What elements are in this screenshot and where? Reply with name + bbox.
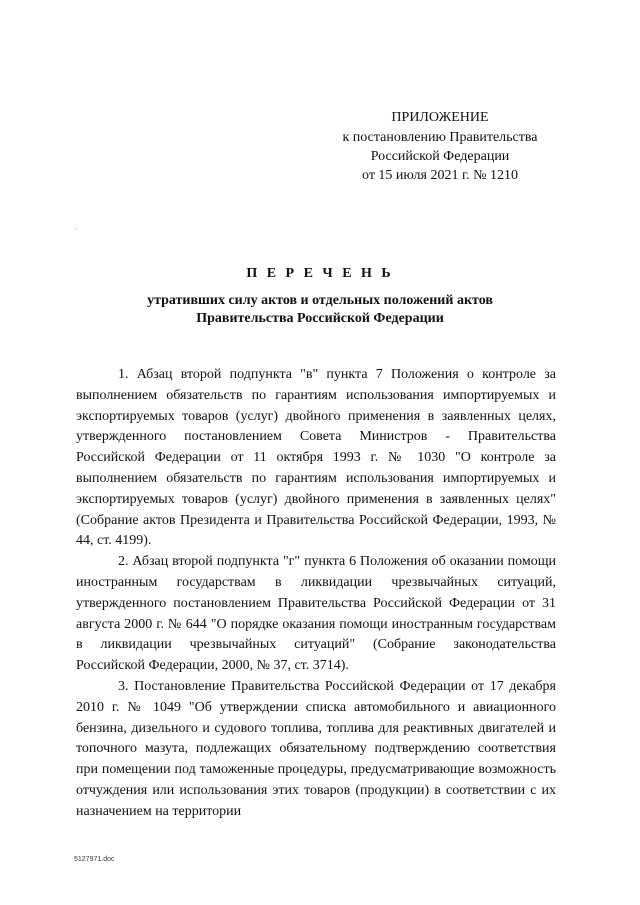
document-title: П Е Р Е Ч Е Н Ь <box>246 266 394 281</box>
appendix-line-2: Российской Федерации <box>370 149 510 164</box>
document-body <box>76 365 556 823</box>
document-subtitle-line-2: Правительства Российской Федерации <box>196 311 444 326</box>
appendix-title: ПРИЛОЖЕНИЕ <box>391 110 489 125</box>
list-item-3: 3. Постановление Правительства Российской Федерации от 17 декабря 2010 г. № 1049 "Об утверждении списка автомобильного и авиационного бензина, дизельного и судового топлива, топлива для реактивных двигателей и топочного мазута, подлежащих обязательному подтверждению соответствия при помещении под таможенные процедуры, предусматривающие возможность отчуждения или использования этих товаров (продукции) в соответствии с их назначением на территории <box>76 678 556 819</box>
list-item-2: 2. Абзац второй подпункта "г" пункта 6 Положения об оказании помощи иностранным государствам в ликвидации чрезвычайных ситуаций, утвержденного постановлением Правительства Российской Федерации от 31 августа 2000 г. № 644 "О порядке оказания помощи иностранным государствам в ликвидации чрезвычайных ситуаций" (Собрание законодательства Российской Федерации, 2000, № 37, ст. 3714). <box>76 554 556 674</box>
scan-speck <box>76 228 77 229</box>
document-subtitle-line-1: утративших силу актов и отдельных положений актов <box>147 293 493 308</box>
appendix-line-1: к постановлению Правительства <box>342 130 538 145</box>
list-item-1: 1. Абзац второй подпункта "в" пункта 7 Положения о контроле за выполнением обязательств по гарантиям использования импортируемых и экспортируемых товаров (услуг) двойного применения в заявленных целях, утвержденного постановлением Совета Министров - Правительства Российской Федерации от 11 октября 1993 г. № 1030 "О контроле за выполнением обязательств по гарантиям использования импортируемых и экспортируемых товаров (услуг) двойного применения в заявленных целях" (Собрание актов Президента и Правительства Российской Федерации, 1993, № 44, ст. 4199). <box>76 367 556 549</box>
appendix-line-3: от 15 июля 2021 г. № 1210 <box>362 168 518 183</box>
footer-doc-id: 5127971.doc <box>74 856 115 863</box>
